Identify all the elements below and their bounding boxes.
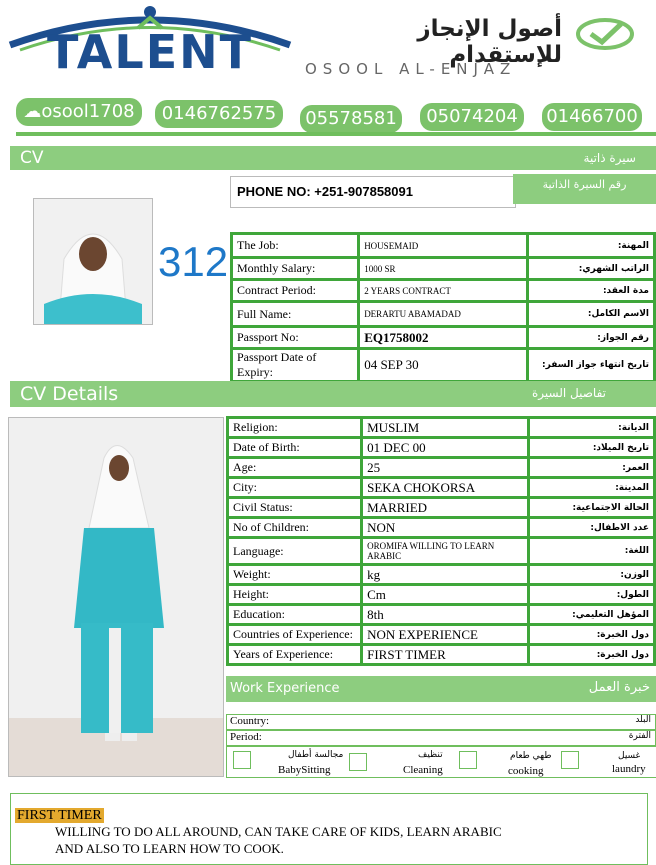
- remarks-line-2: AND ALSO TO LEARN HOW TO COOK.: [55, 841, 284, 856]
- table-row: [229, 586, 653, 603]
- field-value: 25: [363, 459, 527, 476]
- table-row: [229, 566, 653, 583]
- phone-pill: 0146762575: [155, 100, 283, 128]
- remarks-tag: FIRST TIMER: [17, 808, 102, 823]
- cooking-label: cooking: [508, 765, 544, 777]
- field-label-arabic: تاريخ انتهاء جواز السفر:: [529, 350, 653, 380]
- field-label: Countries of Experience:: [229, 626, 360, 643]
- field-label: Passport No:: [233, 328, 357, 347]
- table-row: [233, 235, 653, 256]
- babysitting-label-arabic: مجالسة أطفال: [288, 750, 344, 760]
- details-table: [226, 416, 656, 666]
- field-label: Date of Birth:: [229, 439, 360, 456]
- field-label-arabic: الديانة:: [530, 419, 653, 436]
- divider: [16, 132, 656, 136]
- field-value: 01 DEC 00: [363, 439, 527, 456]
- field-value: MUSLIM: [363, 419, 527, 436]
- cv-number-label-arabic: رقم السيرة الذاتية: [513, 174, 656, 204]
- table-row: [229, 439, 653, 456]
- work-period-row: [226, 730, 656, 746]
- country-label: Country:: [230, 715, 270, 727]
- brand-name-arabic: أصول الإنجاز للإستقدام: [417, 16, 562, 68]
- phone-pill: 01466700: [542, 103, 642, 131]
- work-experience-title: Work Experience: [230, 681, 340, 696]
- table-row: [229, 459, 653, 476]
- laundry-label-arabic: غسيل: [618, 751, 641, 761]
- job-info-table: [230, 232, 656, 383]
- table-row: [229, 646, 653, 663]
- cv-title-arabic: سيرة ذاتية: [583, 151, 636, 165]
- field-value: 8th: [363, 606, 527, 623]
- field-value: 2 YEARS CONTRACT: [360, 281, 526, 300]
- field-label-arabic: الوزن:: [530, 566, 653, 583]
- field-label-arabic: العمر:: [530, 459, 653, 476]
- field-label-arabic: دول الخبرة:: [530, 646, 653, 663]
- field-label: Height:: [229, 586, 360, 603]
- babysitting-checkbox[interactable]: [233, 751, 251, 769]
- table-row: [233, 328, 653, 347]
- field-label: Language:: [229, 539, 360, 563]
- full-body-photo: [8, 417, 224, 777]
- period-label: Period:: [230, 731, 262, 743]
- cooking-checkbox[interactable]: [459, 751, 477, 769]
- field-label: No of Children:: [229, 519, 360, 536]
- details-title: CV Details: [20, 383, 119, 405]
- details-section-bar: [10, 381, 656, 407]
- cleaning-label: Cleaning: [403, 764, 443, 776]
- table-row: [229, 499, 653, 516]
- work-experience-bar: [226, 676, 656, 702]
- field-label-arabic: الحالة الاجتماعية:: [530, 499, 653, 516]
- babysitting-label: BabySitting: [278, 764, 331, 776]
- check-mark-icon: [575, 16, 635, 52]
- field-label: Passport Date of Expiry:: [233, 350, 357, 380]
- field-value: NON: [363, 519, 527, 536]
- laundry-label: laundry: [612, 763, 646, 775]
- field-label-arabic: المدينة:: [530, 479, 653, 496]
- field-label: Contract Period:: [233, 281, 357, 300]
- field-label-arabic: المهنة:: [529, 235, 653, 256]
- field-value: SEKA CHOKORSA: [363, 479, 527, 496]
- work-experience-title-arabic: خبرة العمل: [588, 680, 650, 695]
- portrait-photo: [33, 198, 153, 325]
- cooking-label-arabic: طهي طعام: [510, 751, 552, 761]
- table-row: [229, 519, 653, 536]
- field-label: Education:: [229, 606, 360, 623]
- field-label-arabic: المؤهل التعليمي:: [530, 606, 653, 623]
- table-row: [233, 259, 653, 278]
- table-row: [233, 350, 653, 380]
- brand-name-english: OSOOL AL-ENJAZ: [305, 60, 517, 78]
- field-value: EQ1758002: [360, 328, 526, 347]
- country-label-arabic: البلد: [635, 715, 651, 725]
- table-row: [229, 626, 653, 643]
- field-label: Years of Experience:: [229, 646, 360, 663]
- field-value: kg: [363, 566, 527, 583]
- ghost-icon: ☁: [23, 101, 42, 122]
- table-row: [229, 419, 653, 436]
- field-value: MARRIED: [363, 499, 527, 516]
- field-label: Religion:: [229, 419, 360, 436]
- field-value: 04 SEP 30: [360, 350, 526, 380]
- field-label: The Job:: [233, 235, 357, 256]
- field-value: FIRST TIMER: [363, 646, 527, 663]
- remarks-box: [10, 793, 648, 865]
- details-title-arabic: تفاصيل السيرة: [531, 386, 606, 400]
- cleaning-label-arabic: تنظيف: [418, 750, 443, 760]
- field-label-arabic: الراتب الشهري:: [529, 259, 653, 278]
- field-label: City:: [229, 479, 360, 496]
- field-label-arabic: مدة العقد:: [529, 281, 653, 300]
- phone-pill: 05074204: [420, 103, 524, 131]
- remarks-line-1: WILLING TO DO ALL AROUND, CAN TAKE CARE OF KIDS, LEARN ARABIC: [55, 824, 502, 839]
- cv-section-bar: [10, 146, 656, 170]
- phone-number-field: PHONE NO: +251-907858091: [230, 176, 516, 208]
- field-label-arabic: تاريخ الميلاد:: [530, 439, 653, 456]
- table-row: [233, 303, 653, 325]
- phone-pill: 05578581: [300, 105, 402, 133]
- field-label-arabic: الطول:: [530, 586, 653, 603]
- logo-title: TALENT: [46, 25, 254, 79]
- table-row: [229, 606, 653, 623]
- work-country-row: [226, 714, 656, 730]
- laundry-checkbox[interactable]: [561, 751, 579, 769]
- field-value: 1000 SR: [360, 259, 526, 278]
- field-label-arabic: عدد الاطفال:: [530, 519, 653, 536]
- table-row: [229, 539, 653, 563]
- field-value: HOUSEMAID: [360, 235, 526, 256]
- table-row: [233, 281, 653, 300]
- field-value: DERARTU ABAMADAD: [360, 303, 526, 325]
- cleaning-checkbox[interactable]: [349, 753, 367, 771]
- snapchat-pill: ☁osool1708: [16, 98, 142, 126]
- field-label: Full Name:: [233, 303, 357, 325]
- field-label: Civil Status:: [229, 499, 360, 516]
- field-label-arabic: دول الخبرة:: [530, 626, 653, 643]
- table-row: [229, 479, 653, 496]
- field-label-arabic: الاسم الكامل:: [529, 303, 653, 325]
- cv-number: 312: [158, 238, 229, 285]
- field-value: OROMIFA WILLING TO LEARN ARABIC: [363, 539, 527, 563]
- field-label-arabic: اللغة:: [530, 539, 653, 563]
- field-label-arabic: رقم الجواز:: [529, 328, 653, 347]
- field-value: Cm: [363, 586, 527, 603]
- field-label: Monthly Salary:: [233, 259, 357, 278]
- cv-title: CV: [20, 148, 44, 168]
- period-label-arabic: الفترة: [628, 731, 651, 741]
- field-label: Age:: [229, 459, 360, 476]
- field-label: Weight:: [229, 566, 360, 583]
- field-value: NON EXPERIENCE: [363, 626, 527, 643]
